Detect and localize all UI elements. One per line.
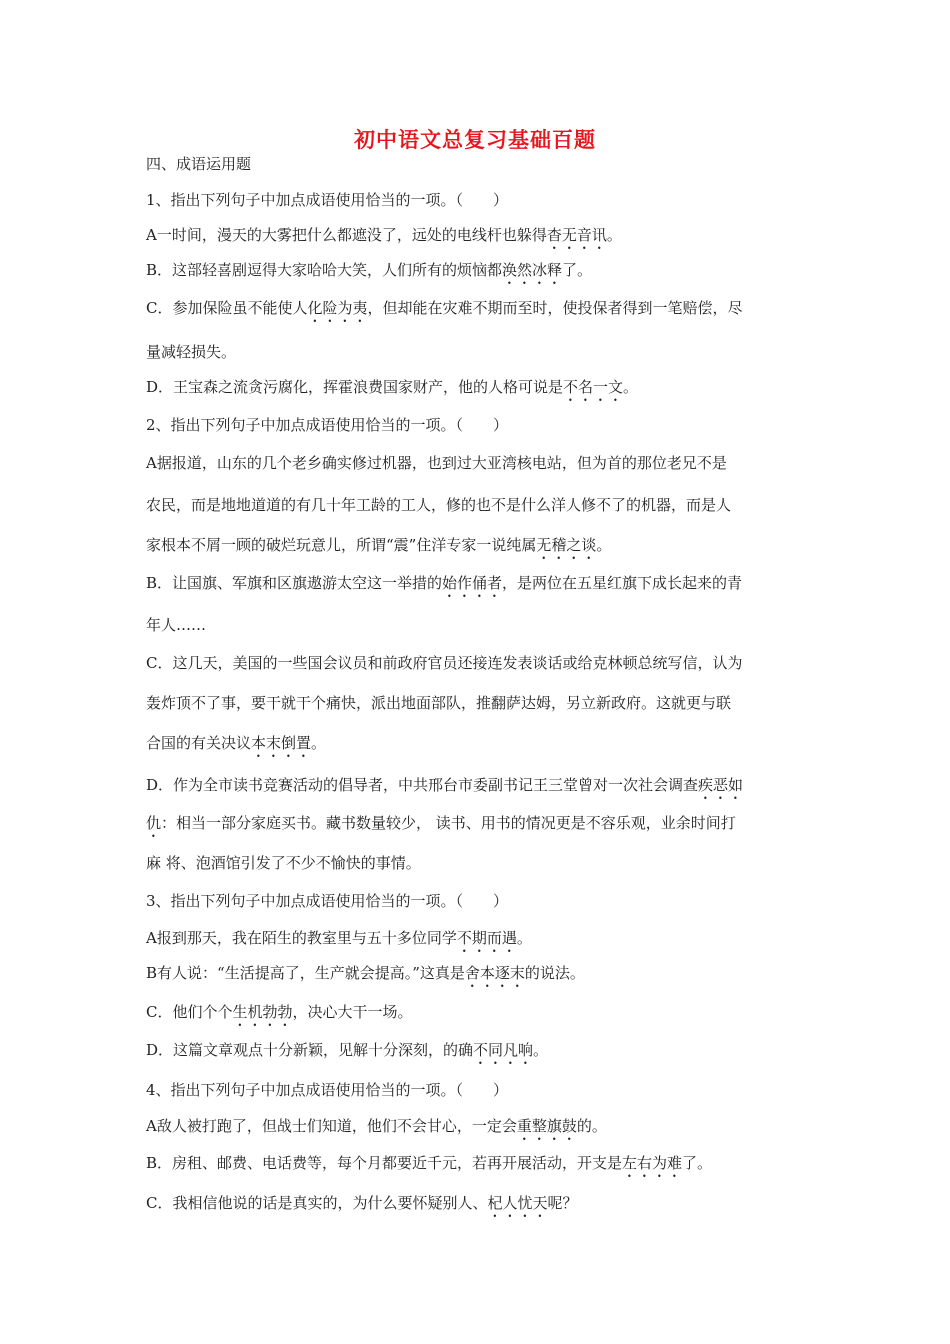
text-line <box>146 1153 712 1181</box>
text-line <box>146 225 622 253</box>
text-line <box>146 1116 607 1144</box>
line-text: 3、指出下列句子中加点成语使用恰当的一项。（ ） <box>146 892 509 910</box>
text-line <box>146 495 731 523</box>
emphasized-idiom: 杞人忧天 <box>487 1194 548 1212</box>
text-line <box>146 813 736 841</box>
line-text: 家根本不屑一顾的破烂玩意儿，所谓“震”住洋专家一说纯属 <box>146 536 537 554</box>
emphasized-idiom: 仇 <box>146 814 162 832</box>
line-text: 。 <box>606 226 622 244</box>
section-heading: 四、成语运用题 <box>146 155 252 173</box>
text-line <box>146 1002 413 1030</box>
text-line <box>146 891 508 919</box>
text-line <box>146 415 508 443</box>
line-text: B有人说：“生活提高了，生产就会提高。”这真是 <box>146 964 465 982</box>
line-text: ：相当一部分家庭买书。藏书数量较少， 读书、用书的情况更是不容乐观，业余时间打 <box>161 814 736 832</box>
emphasized-idiom: 不名一文 <box>563 378 624 396</box>
line-text: 了。 <box>562 261 593 279</box>
line-text: 2、指出下列句子中加点成语使用恰当的一项。（ ） <box>146 416 509 434</box>
text-line <box>146 853 421 881</box>
line-text: C．我相信他说的话是真实的，为什么要怀疑别人、 <box>146 1194 488 1212</box>
text-line <box>146 775 743 803</box>
line-text: A一时间，漫天的大雾把什么都遮没了，远处的电线杆也躲得 <box>146 226 547 244</box>
line-text: D．这篇文章观点十分新颖，见解十分深刻，的确 <box>146 1041 474 1059</box>
line-text: 4、指出下列句子中加点成语使用恰当的一项。（ ） <box>146 1081 509 1099</box>
text-line <box>146 377 638 405</box>
text-line <box>146 733 326 761</box>
emphasized-idiom: 重整旗鼓 <box>516 1117 577 1135</box>
text-line <box>146 928 532 956</box>
line-text: 了。 <box>682 1154 713 1172</box>
text-line <box>146 615 206 643</box>
text-line <box>146 963 585 991</box>
text-line <box>146 693 731 721</box>
emphasized-idiom: 无稽之谈 <box>536 536 597 554</box>
text-line <box>146 1080 508 1108</box>
emphasized-idiom: 舍本逐末 <box>464 964 525 982</box>
emphasized-idiom: 生机勃勃 <box>232 1003 293 1021</box>
line-text: 年人…… <box>146 616 207 634</box>
line-text: 农民，而是地地道道的有几十年工龄的工人，修的也不是什么洋人修不了的机器，而是人 <box>146 496 732 514</box>
text-line <box>146 1040 548 1068</box>
line-text: C．这几天，美国的一些国会议员和前政府官员还接连发表谈话或给克林顿总统写信，认为 <box>146 654 743 672</box>
text-line <box>146 260 592 288</box>
line-text: C．他们个个 <box>146 1003 233 1021</box>
text-line <box>146 573 742 601</box>
line-text: A敌人被打跑了，但战士们知道，他们不会甘心，一定会 <box>146 1117 517 1135</box>
line-text: 。 <box>623 378 639 396</box>
emphasized-idiom: 化险为夷 <box>307 299 368 317</box>
line-text: A据报道，山东的几个老乡确实修过机器，也到过大亚湾核电站，但为首的那位老兄不是 <box>146 454 727 472</box>
text-line <box>146 453 727 481</box>
text-line <box>146 298 743 326</box>
page-title: 初中语文总复习基础百题 <box>354 128 596 152</box>
emphasized-idiom: 本末倒置 <box>251 734 312 752</box>
line-text: 。 <box>533 1041 549 1059</box>
text-line <box>146 653 742 681</box>
line-text: 1、指出下列句子中加点成语使用恰当的一项。（ ） <box>146 191 509 209</box>
line-text: B．房租、邮费、电话费等，每个月都要近千元，若再开展活动，开支是 <box>146 1154 623 1172</box>
emphasized-idiom: 杳无音讯 <box>546 226 607 244</box>
text-line <box>146 1193 578 1221</box>
emphasized-idiom: 不期而遇 <box>456 929 517 947</box>
line-text: 。 <box>596 536 612 554</box>
line-text: 麻 将、泡酒馆引发了不少不愉快的事情。 <box>146 854 421 872</box>
line-text: D．作为全市读书竞赛活动的倡导者，中共邢台市委副书记王三堂曾对一次社会调查 <box>146 776 699 794</box>
text-line <box>146 342 236 370</box>
line-text: A报到那天，我在陌生的教室里与五十多位同学 <box>146 929 457 947</box>
emphasized-idiom: 不同凡响 <box>473 1041 534 1059</box>
text-line <box>146 535 611 563</box>
line-text: ，决心大干一场。 <box>292 1003 413 1021</box>
text-line <box>146 190 508 218</box>
line-text: 。 <box>311 734 327 752</box>
emphasized-idiom: 始作俑者 <box>442 574 503 592</box>
line-text: C．参加保险虽不能使人 <box>146 299 308 317</box>
line-text: B．让国旗、军旗和区旗遨游太空这一举措的 <box>146 574 443 592</box>
emphasized-idiom: 左右为难 <box>622 1154 683 1172</box>
line-text: 。 <box>516 929 532 947</box>
line-text: D．王宝森之流贪污腐化，挥霍浪费国家财产，他的人格可说是 <box>146 378 564 396</box>
line-text: ，是两位在五星红旗下成长起来的青 <box>502 574 743 592</box>
emphasized-idiom: 涣然冰释 <box>502 261 563 279</box>
line-text: 呢？ <box>547 1194 578 1212</box>
emphasized-idiom: 疾恶如 <box>698 776 744 794</box>
line-text: 轰炸顶不了事，要干就干个痛快，派出地面部队，推翻萨达姆，另立新政府。这就更与联 <box>146 694 732 712</box>
line-text: B．这部轻喜剧逗得大家哈哈大笑，人们所有的烦恼都 <box>146 261 503 279</box>
line-text: ，但却能在灾难不期而至时，使投保者得到一笔赔偿，尽 <box>367 299 743 317</box>
line-text: 量减轻损失。 <box>146 343 237 361</box>
line-text: 合国的有关决议 <box>146 734 252 752</box>
line-text: 的说法。 <box>524 964 585 982</box>
line-text: 的。 <box>576 1117 607 1135</box>
